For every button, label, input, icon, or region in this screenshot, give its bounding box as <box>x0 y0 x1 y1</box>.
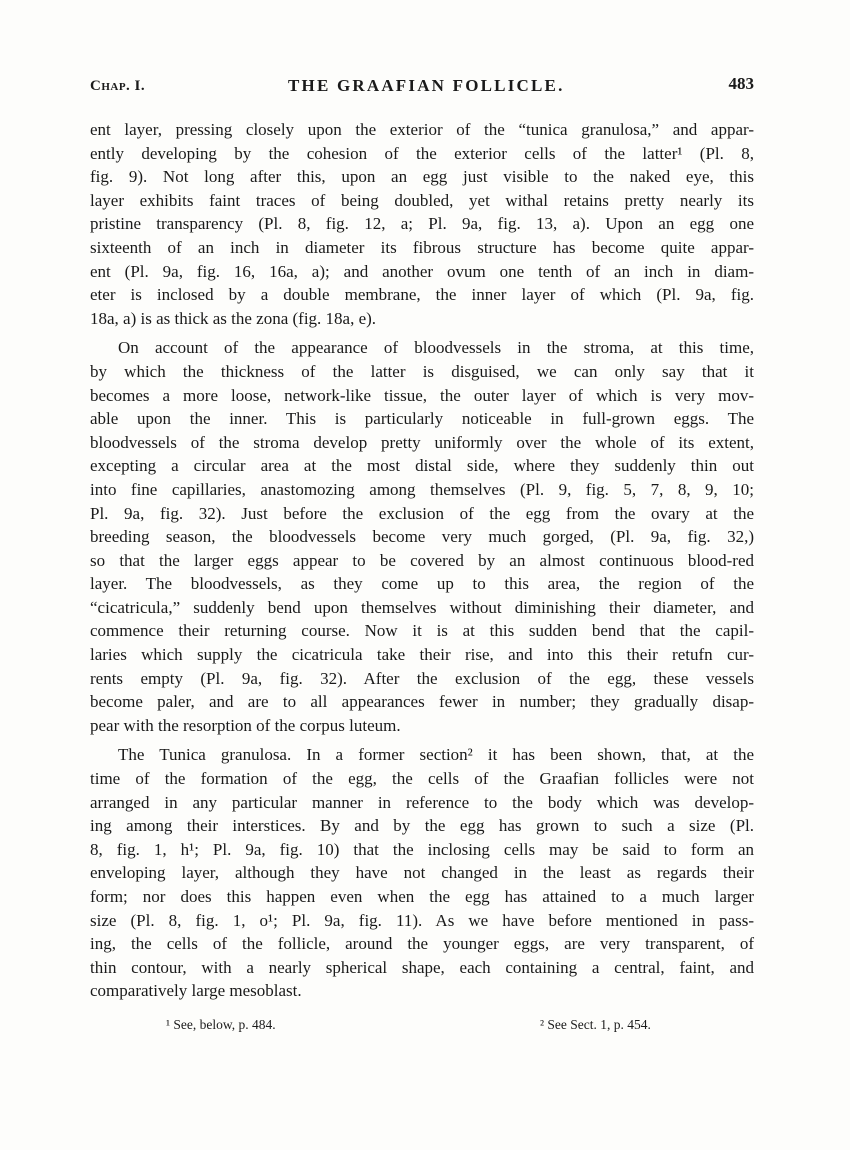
text-line: enveloping layer, although they have not changed in the least as regards their <box>90 863 754 883</box>
text-line: comparatively large mesoblast. <box>90 981 302 1001</box>
page-title: THE GRAAFIAN FOLLICLE. <box>288 76 565 95</box>
text-line: pear with the resorption of the corpus luteum. <box>90 715 401 735</box>
text-line: pristine transparency (Pl. 8, fig. 12, a; Pl. 9a, fig. 13, a). Upon an egg one <box>90 214 754 234</box>
footnotes <box>90 1017 754 1039</box>
text-line: breeding season, the bloodvessels become very much gorged, (Pl. 9a, fig. 32,) <box>90 527 754 547</box>
text-line: ing, the cells of the follicle, around the younger eggs, are very transparent, of <box>90 934 754 954</box>
text-line: layer. The bloodvessels, as they come up to this area, the region of the <box>90 574 754 594</box>
footnote-1: ¹ See, below, p. 484. <box>166 1017 276 1032</box>
text-line: become paler, and are to all appearances fewer in number; they gradually disap- <box>90 692 754 712</box>
text-line: time of the formation of the egg, the cells of the Graafian follicles were not <box>90 769 754 789</box>
text-line: The Tunica granulosa. In a former section² it has been shown, that, at the <box>118 745 754 765</box>
text-line: On account of the appearance of bloodvessels in the stroma, at this time, <box>118 338 754 358</box>
text-line: size (Pl. 8, fig. 1, o¹; Pl. 9a, fig. 11). As we have before mentioned in pass- <box>90 910 754 930</box>
text-line: commence their returning course. Now it is at this sudden bend that the capil- <box>90 621 754 641</box>
paragraph <box>90 336 754 737</box>
text-line: “cicatricula,” suddenly bend upon themselves without diminishing their diameter, and <box>90 597 754 617</box>
text-line: 18a, a) is as thick as the zona (fig. 18a, e). <box>90 308 377 328</box>
text-line: sixteenth of an inch in diameter its fibrous structure has become quite appar- <box>90 237 754 257</box>
text-line: ently developing by the cohesion of the exterior cells of the latter¹ (Pl. 8, <box>90 143 754 163</box>
chapter-label: Chap. I. <box>90 78 146 94</box>
text-line: bloodvessels of the stroma develop pretty uniformly over the whole of its extent, <box>90 432 754 452</box>
paragraph <box>90 118 754 330</box>
text-line: form; nor does this happen even when the egg has attained to a much larger <box>90 887 754 906</box>
text-line: arranged in any particular manner in reference to the body which was develop- <box>90 792 754 812</box>
text-line: eter is inclosed by a double membrane, the inner layer of which (Pl. 9a, fig. <box>90 285 754 305</box>
text-line: fig. 9). Not long after this, upon an egg just visible to the naked eye, this <box>90 167 754 187</box>
text-line: by which the thickness of the latter is disguised, we can only say that it <box>90 361 754 381</box>
footnote-2: ² See Sect. 1, p. 454. <box>540 1017 651 1032</box>
body-text <box>90 118 754 1003</box>
text-line: rents empty (Pl. 9a, fig. 32). After the exclusion of the egg, these vessels <box>90 668 754 688</box>
text-line: 8, fig. 1, h¹; Pl. 9a, fig. 10) that the inclosing cells may be said to form an <box>90 839 754 859</box>
text-line: ent (Pl. 9a, fig. 16, 16a, a); and another ovum one tenth of an inch in diam- <box>90 261 754 281</box>
text-line: ent layer, pressing closely upon the exterior of the “tunica granulosa,” and appar- <box>90 120 754 139</box>
text-line: becomes a more loose, network-like tissue, the outer layer of which is very mov- <box>90 385 754 405</box>
page-number: 483 <box>728 74 754 93</box>
text-line: laries which supply the cicatricula take their rise, and into this their retufn cur- <box>90 645 754 665</box>
text-line: able upon the inner. This is particularly noticeable in full-grown eggs. The <box>90 409 754 429</box>
paragraph <box>90 743 754 1003</box>
text-line: thin contour, with a nearly spherical shape, each containing a central, faint, and <box>90 957 754 977</box>
text-line: Pl. 9a, fig. 32). Just before the exclusion of the egg from the ovary at the <box>90 503 754 523</box>
text-line: excepting a circular area at the most distal side, where they suddenly thin out <box>90 456 754 476</box>
text-line: layer exhibits faint traces of being doubled, yet withal retains pretty nearly its <box>90 190 754 210</box>
running-head <box>90 74 754 102</box>
text-line: into fine capillaries, anastomozing among themselves (Pl. 9, fig. 5, 7, 8, 9, 10; <box>90 479 754 499</box>
text-line: ing among their interstices. By and by the egg has grown to such a size (Pl. <box>90 816 754 836</box>
text-line: so that the larger eggs appear to be covered by an almost continuous blood-red <box>90 550 754 570</box>
